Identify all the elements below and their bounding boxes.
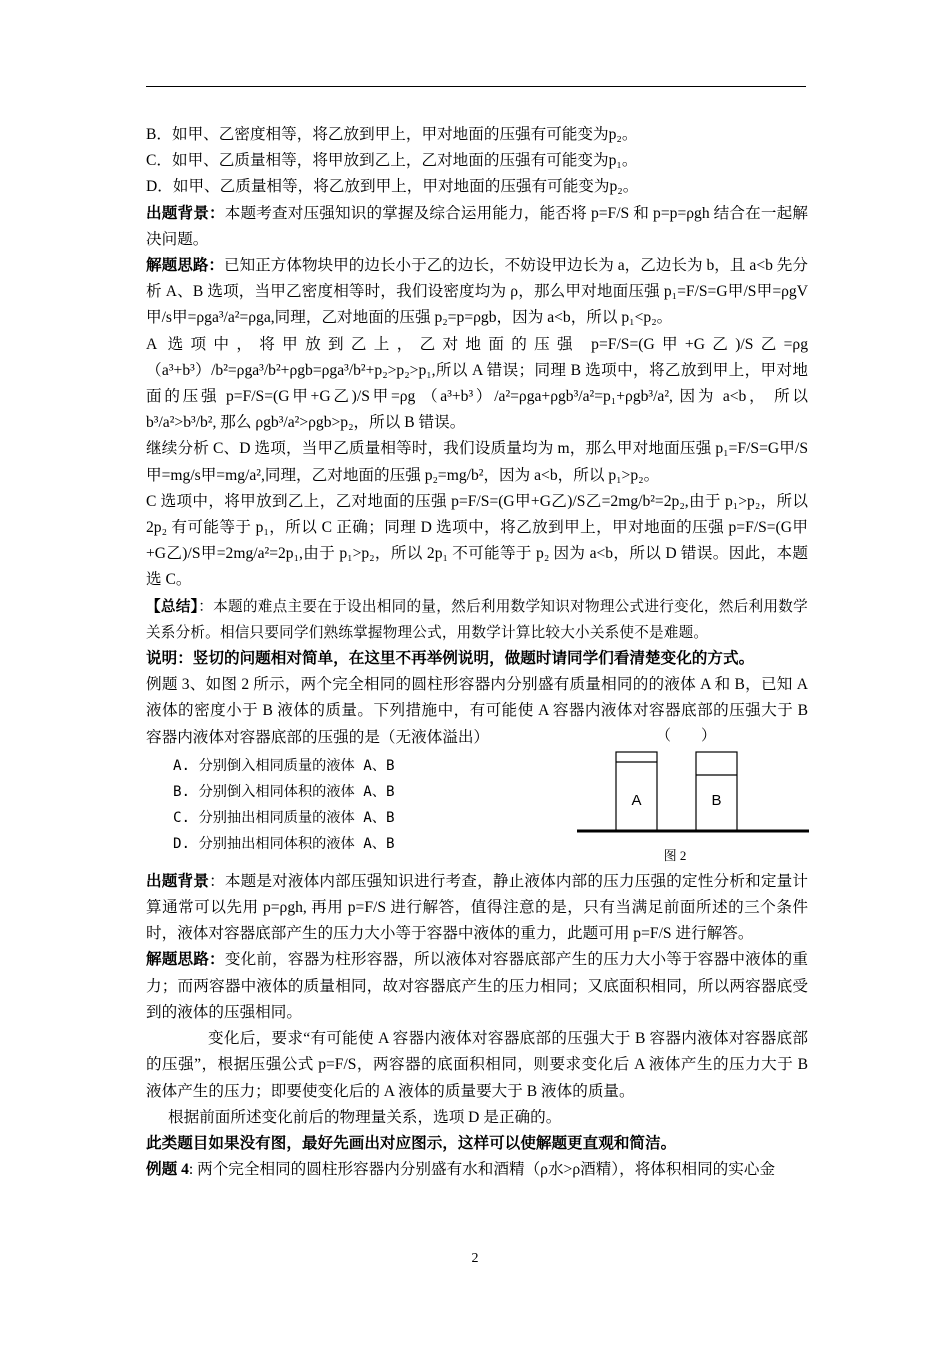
solution-paragraph-7: 根据前面所述变化前后的物理量关系，选项 D 是正确的。 (168, 1108, 562, 1126)
solution-paragraph-5 (146, 947, 808, 1026)
background-text: 本题考查对压强知识的掌握及综合运用能力，能否将 p=F/S 和 p=p=ρgh 结合在一起解决问题。 (146, 204, 808, 248)
solution-label-2: 解题思路： (146, 951, 225, 969)
solution-paragraph-6: 变化后，要求“有可能使 A 容器内液体对容器底部的压强大于 B 容器内液体对容器底部的压强”，根据压强公式 p=F/S，两容器的底面积相同，则要求变化后 A 液体产生的压力大于 B 液体产生的压力；即要使变化后的 A 液体的质量要大于 B 液体的质量。 (146, 1030, 808, 1100)
header-rule (146, 86, 806, 87)
note-paragraph: 说明：竖切的问题相对简单，在这里不再举例说明，做题时请同学们看清楚变化的方式。 (146, 650, 755, 668)
figure-caption: 图 2 (663, 848, 687, 863)
tip-paragraph: 此类题目如果没有图，最好先画出对应图示，这样可以使解题更直观和简洁。 (146, 1134, 677, 1152)
example-4-label: 例题 4 (146, 1161, 189, 1179)
example-4-text: : 两个完全相同的圆柱形容器内分别盛有水和酒精（ρ水>ρ酒精），将体积相同的实心金 (188, 1161, 776, 1179)
solution-paragraph-1 (146, 253, 808, 332)
answer-paren: （ ） (656, 728, 717, 744)
label-b: B (711, 792, 722, 809)
background-label: 出题背景： (146, 204, 225, 222)
figure-2 (577, 750, 809, 870)
background-paragraph-2 (146, 869, 808, 948)
solution-text-2: 变化前，容器为柱形容器，所以液体对容器底部产生的压力大小等于容器中液体的重力；而两容器中液体的质量相同，故对容器底产生的压力相同；又底面积相同，所以两容器底受到的液体的压强相同。 (146, 951, 808, 1021)
option-c: C. 分别抽出相同质量的液体 A、B (173, 809, 395, 826)
solution-paragraph-3: 继续分析 C、D 选项，当甲乙质量相等时，我们设质量均为 m，那么甲对地面压强 p₁=F/S=G甲/S甲=mg/s甲=mg/a²,同理，乙对地面的压强 p₂=mg/b²，因为 a<b，所以 p₁>p₂。 (146, 440, 808, 484)
background-text-2: ：本题是对液体内部压强知识进行考查，静止液体内部的压力压强的定性分析和定量计算通常可以先用 p=ρgh, 再用 p=F/S 进行解答，值得注意的是，只有当满足前面所述的三个条件时，液体对容器底部产生的压力大小等于容器中液体的重力，此题可用 p=F/S 进行解答。 (146, 872, 808, 943)
option-a: A. 分别倒入相同质量的液体 A、B (173, 757, 395, 774)
solution-paragraph-2: A 选项中，将甲放到乙上，乙对地面的压强 p=F/S=(G甲+G乙)/S乙=ρg（a³+b³）/b²=ρga³/b²+ρgb=ρga³/b²+p₂>p₂>p₁,所以 A 错误；同理 B 选项中，将乙放到甲上，甲对地面的压强 p=F/S=(G甲+G乙)/S甲=ρg （a³+b³）/a²=ρga+ρgb³/a²=p₁+ρgb³/a², 因为 a<b， 所以 b³/a²>b³/b², 那么 ρgb³/a²>ρgb>p₂，所以 B 错误。 (146, 335, 808, 432)
option-d-text: D．如甲、乙质量相等，将乙放到甲上，甲对地面的压强有可能变为p₂。 (146, 178, 639, 196)
solution-text: 已知正方体物块甲的边长小于乙的边长，不妨设甲边长为 a，乙边长为 b，且 a<b 先分析 A、B 选项，当甲乙密度相等时，我们设密度均为 ρ，那么甲对地面压强 p₁=F/S=G甲/S甲=ρgV甲/s甲=ρga³/a²=ρga,同理，乙对地面的压强 p₂=p=ρgb，因为 a<b，所以 p₁<p₂。 (146, 257, 808, 327)
figure-2-diagram (577, 750, 809, 870)
summary-label: 【总结】 (146, 597, 199, 615)
option-b-text: B．如甲、乙密度相等，将乙放到甲上，甲对地面的压强有可能变为p₂。 (146, 126, 638, 143)
background-paragraph-1 (146, 201, 808, 253)
summary-text: ：本题的难点主要在于设出相同的量，然后利用数学知识对物理公式进行变化，然后利用数学关系分析。相信只要同学们熟练掌握物理公式，用数学计算比较大小关系使不是难题。 (146, 597, 808, 641)
option-b: B. 分别倒入相同体积的液体 A、B (173, 783, 395, 800)
page-body (146, 122, 808, 1183)
solution-paragraph-4: C 选项中，将甲放到乙上，乙对地面的压强 p=F/S=(G甲+G乙)/S乙=2mg/b²=2p₂,由于 p₁>p₂，所以 2p₂ 有可能等于 p₁，所以 C 正确；同理 D 选项中，将乙放到甲上，甲对地面的压强 p=F/S=(G甲+G乙)/S甲=2mg/a²=2p₁,由于 p₁>p₂，所以 2p₁ 不可能等于 p₂ 因为 a<b，所以 D 错误。因此，本题选 C。 (146, 492, 808, 589)
solution-label: 解题思路： (146, 257, 224, 275)
label-a: A (631, 792, 642, 809)
option-c-text: C．如甲、乙质量相等，将甲放到乙上，乙对地面的压强有可能变为p₁。 (146, 152, 638, 170)
option-d: D. 分别抽出相同体积的液体 A、B (173, 835, 395, 852)
example-3-text: 例题 3、如图 2 所示，两个完全相同的圆柱形容器内分别盛有质量相同的的液体 A 和 B，已知 A 液体的密度小于 B 液体的质量。下列措施中，有可能使 A 容器内液体对容器底部的压强大于 B 容器内液体对容器底部的压强的是（无液体溢出） (146, 676, 808, 746)
example-4-paragraph (146, 1157, 808, 1183)
page-number: 2 (471, 1251, 479, 1266)
summary-paragraph (146, 594, 808, 646)
background-label-2: 出题背景 (146, 872, 210, 890)
